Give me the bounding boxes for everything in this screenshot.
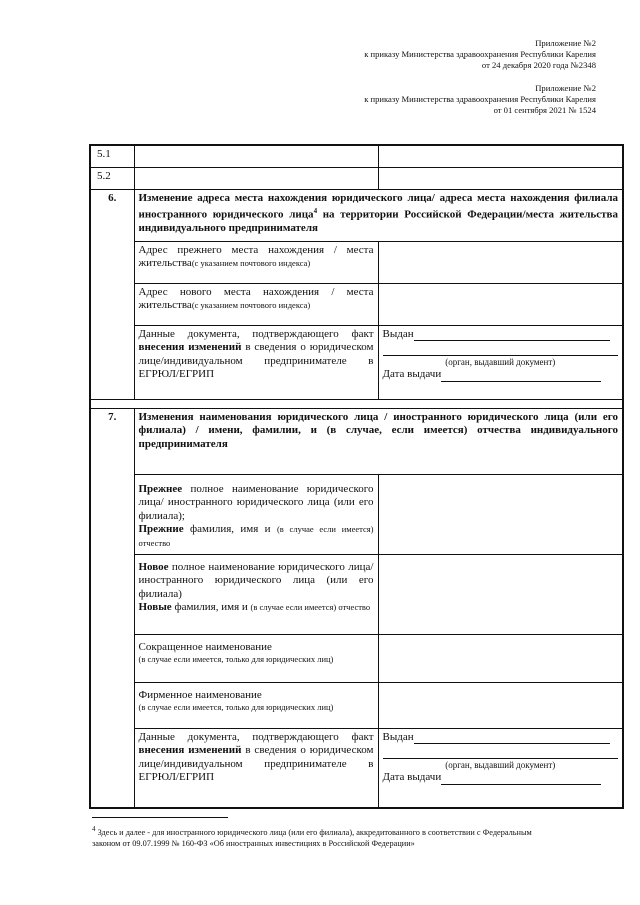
field-label <box>134 325 378 399</box>
header-line: от 24 декабря 2020 года №2348 <box>481 60 596 70</box>
prev-label-note: (в случае если имеется) отчество <box>138 524 374 548</box>
field-note: (в случае если имеется, только для юридических лиц) <box>138 654 334 664</box>
field-label <box>134 474 378 554</box>
header-line: от 01 сентября 2021 № 1524 <box>493 105 596 115</box>
prev-label-text-2: фамилия, имя и <box>183 523 277 535</box>
appendix-header-1 <box>364 38 596 71</box>
field-note: (с указанием почтового индекса) <box>191 300 311 310</box>
field-label <box>134 554 378 634</box>
prev-label-bold: Прежнее <box>138 482 183 495</box>
issue-date-line[interactable] <box>441 370 601 382</box>
doc-label-a: Данные документа, подтверждающего факт <box>138 730 374 743</box>
issue-date-label: Дата выдачи <box>382 368 442 380</box>
short-name-label: Сокращенное наименование <box>138 640 272 653</box>
table-row <box>90 682 623 728</box>
header-line: к приказу Министерства здравоохранения Республики Карелия <box>364 94 596 104</box>
table-row <box>90 325 623 399</box>
issued-line-2[interactable] <box>383 343 619 356</box>
footnote-divider <box>92 817 228 818</box>
issued-line[interactable] <box>414 329 610 341</box>
issued-label: Выдан <box>382 730 414 743</box>
issued-line[interactable] <box>414 732 610 744</box>
value-cell[interactable] <box>378 167 623 189</box>
section-7-header <box>90 408 623 474</box>
spacer-row <box>90 399 623 408</box>
table-row <box>90 241 623 283</box>
header-line: Приложение №2 <box>535 38 596 48</box>
field-label <box>134 728 378 808</box>
issuer-caption: (орган, выдавший документ) <box>445 357 556 367</box>
doc-label-c: в сведения о юридическом лице/индивидуальном предпринимателе в ЕГРЮЛ/ЕГРИП <box>138 341 374 380</box>
field-label <box>134 241 378 283</box>
issued-doc-field[interactable] <box>378 325 623 399</box>
short-name-field[interactable] <box>378 634 623 682</box>
row-number: 5.2 <box>90 167 134 189</box>
field-label <box>134 283 378 325</box>
prev-label-text: полное наименование юридического лица/ иностранного юридического лица (или его филиала); <box>138 482 374 522</box>
appendix-header-2 <box>364 83 596 116</box>
new-label-text: полное наименование юридического лица/ иностранного юридического лица (или его филиала) <box>138 560 374 600</box>
footnote-mark: 4 <box>92 825 96 833</box>
section-title-b: на территории Российской Федерации/места жительства индивидуального предпринимателя <box>138 208 618 235</box>
section-6-header <box>90 189 623 241</box>
brand-name-field[interactable] <box>378 682 623 728</box>
new-address-field[interactable] <box>378 283 623 325</box>
field-label <box>134 634 378 682</box>
prev-name-field[interactable] <box>378 474 623 554</box>
table-row <box>90 728 623 808</box>
new-address-label: Адрес нового места нахождения / места жительства <box>138 285 374 311</box>
section-number: 6. <box>90 189 134 399</box>
table-row <box>90 634 623 682</box>
field-label <box>134 682 378 728</box>
application-form-table <box>89 144 624 809</box>
doc-label-c: в сведения о юридическом лице/индивидуальном предпринимателе в ЕГРЮЛ/ЕГРИП <box>138 744 374 783</box>
issuer-caption: (орган, выдавший документ) <box>445 760 556 770</box>
section-number: 7. <box>90 408 134 808</box>
issued-label: Выдан <box>382 327 414 340</box>
value-cell[interactable] <box>378 145 623 167</box>
table-row <box>90 145 623 167</box>
doc-label-b: внесения изменений <box>138 341 242 353</box>
new-name-field[interactable] <box>378 554 623 634</box>
doc-label-b: внесения изменений <box>138 744 242 756</box>
table-row <box>90 167 623 189</box>
section-title <box>134 189 623 241</box>
header-line: Приложение №2 <box>535 83 596 93</box>
issue-date-line[interactable] <box>441 773 601 785</box>
spacer <box>90 399 623 408</box>
empty-cell <box>134 145 378 167</box>
issued-line-2[interactable] <box>383 746 619 759</box>
footnote <box>92 824 562 849</box>
table-row <box>90 554 623 634</box>
field-note: (в случае если имеется, только для юридических лиц) <box>138 702 334 712</box>
field-note: (с указанием почтового индекса) <box>191 258 311 268</box>
brand-name-label: Фирменное наименование <box>138 688 262 701</box>
footnote-mark: 4 <box>313 207 318 215</box>
new-label-text-2: фамилия, имя и <box>171 601 251 613</box>
new-label-bold: Новое <box>138 560 169 573</box>
prev-address-label: Адрес прежнего места нахождения / места жительства <box>138 243 374 269</box>
issued-doc-field[interactable] <box>378 728 623 808</box>
doc-label-a: Данные документа, подтверждающего факт <box>138 327 374 340</box>
footnote-text: Здесь и далее - для иностранного юридического лица (или его филиала), аккредитованного в соответствии с Федеральным законом от 09.07.1999 № 160-ФЗ «Об иностранных инвестициях в Российской Федерации» <box>92 827 532 848</box>
section-title: Изменения наименования юридического лица / иностранного юридического лица (или его филиала) / имени, фамилии, и (в случае, если имеется) отчества индивидуального предпринимателя <box>134 408 623 474</box>
issue-date-label: Дата выдачи <box>382 771 442 783</box>
section-title-a: Изменение адреса места нахождения юридического лица/ адреса места нахождения филиала иностранного юридического лица <box>138 191 618 221</box>
prev-address-field[interactable] <box>378 241 623 283</box>
table-row <box>90 474 623 554</box>
prev-label-bold-2: Прежние <box>138 523 184 535</box>
table-row <box>90 283 623 325</box>
header-line: к приказу Министерства здравоохранения Республики Карелия <box>364 49 596 59</box>
new-label-note: (в случае если имеется) отчество <box>250 602 371 612</box>
new-label-bold-2: Новые <box>138 601 172 613</box>
empty-cell <box>134 167 378 189</box>
row-number: 5.1 <box>90 145 134 167</box>
